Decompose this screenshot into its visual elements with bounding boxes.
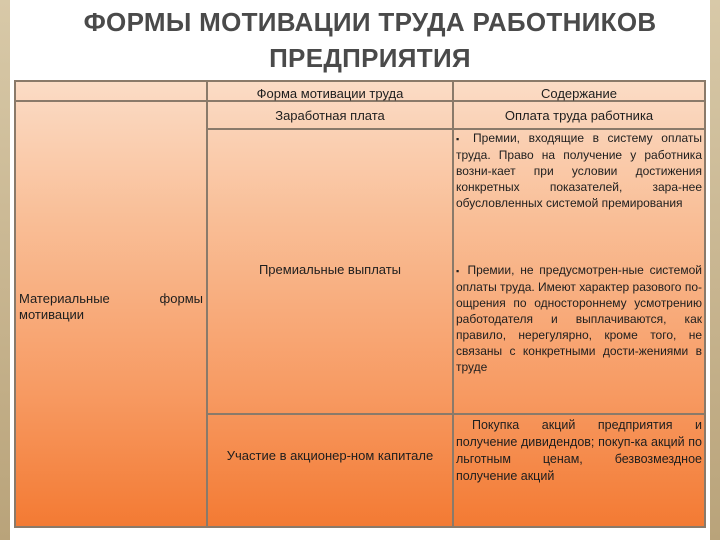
content-bonus-p2 [456, 262, 702, 375]
content-shares: Покупка акций предприятия и получение дивидендов; покуп-ка акций по льготным ценам, безвозмездное получение акций [456, 418, 702, 483]
motivation-table [14, 80, 706, 528]
title-line-2: ПРЕДПРИЯТИЯ [269, 43, 471, 73]
bullet-icon: ▪ [456, 134, 465, 144]
form-shares: Участие в акционер-ном капитале [226, 448, 434, 463]
bonus-p2-text: Премии, не предусмотрен-ные системой оплаты труда. Имеют характер разового по-ощрения по одностороннему усмотрению работодателя и выплачиваются, как правило, нерегулярно, кроме того, не связаны с конкретными дости-жениями в труде [456, 263, 702, 374]
title-line-1: ФОРМЫ МОТИВАЦИИ ТРУДА РАБОТНИКОВ [83, 7, 657, 37]
slide-title [40, 4, 700, 76]
category-label: Материальные формы мотивации [19, 291, 203, 322]
cell-shares-form [207, 414, 453, 527]
form-salary: Заработная плата [275, 108, 385, 123]
left-edge-decoration [0, 0, 10, 540]
bonus-p1-text: Премии, входящие в систему оплаты труда. Право на получение у работника возни-кает при условии достижения конкретных показателей, зара-нее обусловленных системой премирования [456, 131, 702, 210]
content-bonus-p1 [456, 130, 702, 211]
form-bonus: Премиальные выплаты [258, 262, 402, 277]
right-edge-decoration [710, 0, 720, 540]
header-content: Содержание [541, 86, 617, 101]
header-form: Форма мотивации труда [256, 86, 404, 101]
content-salary: Оплата труда работника [504, 108, 654, 123]
header-cell-empty [15, 81, 207, 101]
bullet-icon: ▪ [456, 266, 462, 276]
